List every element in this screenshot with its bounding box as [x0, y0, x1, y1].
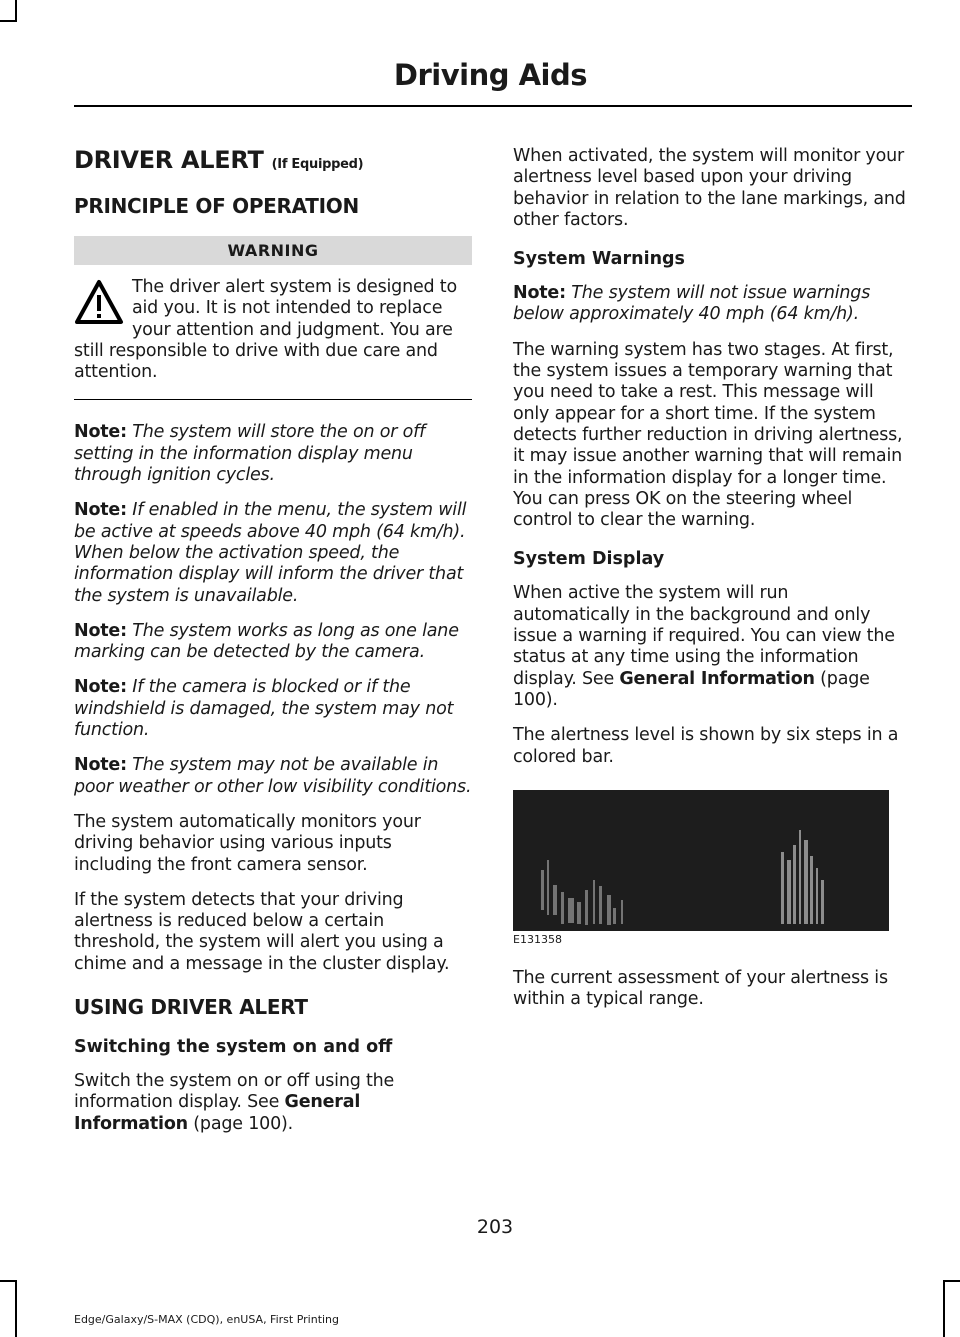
- warning-divider: [74, 399, 472, 400]
- note-3: [74, 621, 472, 664]
- system-display-heading: System Display: [513, 549, 665, 570]
- alertness-display-image: [513, 790, 889, 931]
- switching-subheading: Switching the system on and off: [74, 1037, 393, 1058]
- section-title: [74, 146, 472, 174]
- crop-mark: [0, 20, 17, 22]
- figure-code: E131358: [513, 932, 562, 946]
- note-text: The system may not be available in poor weather or other low visibility conditions.: [74, 755, 472, 797]
- note-label: Note:: [74, 677, 127, 698]
- note-text: If the camera is blocked or if the windshield is damaged, the system may not function.: [74, 677, 454, 741]
- note-label: Note:: [74, 422, 127, 443]
- crop-mark: [15, 0, 17, 22]
- crop-mark: [943, 1280, 960, 1282]
- warning-triangle-icon: [74, 279, 124, 325]
- note-text: The system works as long as one lane marking can be detected by the camera.: [74, 620, 459, 663]
- page-reference: (page 100).: [513, 668, 870, 710]
- paragraph-switching: [74, 1071, 472, 1135]
- paragraph-display: [513, 583, 908, 711]
- crop-mark: [943, 1280, 945, 1337]
- paragraph-colored-bar: The alertness level is shown by six steps in a colored bar.: [513, 725, 899, 767]
- display-text: When active the system will run automatically in the background and only issue a warning if required. You can view the status at any time using the information display. See: [513, 583, 895, 689]
- switching-text: Switch the system on or off using the information display. See: [74, 1071, 395, 1113]
- paragraph-warning-stages: The warning system has two stages. At first, the system issues a temporary warning that you need to take a rest. This message will only appear for a short time. If the system detects further reduction in driving alertness, it may issue another warning that will remain in the information display for a longer time. You can press OK on the steering wheel control to clear the warning.: [513, 339, 903, 531]
- section-title-tag: (If Equipped): [271, 157, 364, 172]
- note-1: [74, 422, 472, 486]
- crop-mark: [15, 1280, 17, 1337]
- paragraph-monitoring: The system automatically monitors your driving behavior using various inputs including the front camera sensor.: [74, 811, 421, 875]
- page-header-title: Driving Aids: [393, 58, 587, 92]
- note-label: Note:: [513, 283, 566, 304]
- right-column: [513, 146, 908, 1024]
- general-information-link[interactable]: General Information: [74, 1092, 361, 1134]
- general-information-link[interactable]: General Information: [619, 668, 815, 689]
- note-5: [74, 755, 472, 798]
- note-text: The system will store the on or off setting in the information display menu through ignition cycles.: [74, 422, 426, 486]
- note-label: Note:: [74, 500, 127, 521]
- section-title-text: DRIVER ALERT: [74, 146, 264, 174]
- note-2: [74, 500, 472, 606]
- paragraph-threshold: If the system detects that your driving alertness is reduced below a certain threshold, the system will alert you using a chime and a message in the cluster display.: [74, 889, 450, 974]
- page-number: 203: [476, 1216, 514, 1238]
- note-4: [74, 677, 472, 741]
- paragraph-activated: When activated, the system will monitor your alertness level based upon your driving behavior in relation to the lane markings, and other factors.: [513, 146, 906, 230]
- left-column: [74, 146, 472, 1149]
- display-illustration: [513, 790, 889, 931]
- warning-text: The driver alert system is designed to aid you. It is not intended to replace your attention and judgment. You are still responsible to drive with due care and attention.: [74, 277, 457, 383]
- note-label: Note:: [74, 620, 127, 641]
- footer-text: Edge/Galaxy/S-MAX (CDQ), enUSA, First Printing: [74, 1313, 340, 1326]
- header-divider: [74, 105, 912, 107]
- system-warnings-heading: System Warnings: [513, 249, 685, 270]
- note-label: Note:: [74, 755, 127, 776]
- paragraph-current-assessment: The current assessment of your alertness is within a typical range.: [513, 967, 888, 1010]
- principle-heading: PRINCIPLE OF OPERATION: [74, 194, 359, 218]
- warning-label: WARNING: [74, 236, 472, 265]
- warnings-note: [513, 283, 908, 326]
- note-text: If enabled in the menu, the system will be active at speeds above 40 mph (64 km/h). When below the activation speed, the information display will inform the driver that the system is unavailable.: [74, 500, 467, 606]
- using-heading: USING DRIVER ALERT: [74, 995, 308, 1020]
- note-text: The system will not issue warnings below approximately 40 mph (64 km/h).: [513, 283, 871, 325]
- crop-mark: [0, 1280, 17, 1282]
- page-reference: (page 100).: [187, 1113, 293, 1134]
- warning-box: [74, 277, 472, 383]
